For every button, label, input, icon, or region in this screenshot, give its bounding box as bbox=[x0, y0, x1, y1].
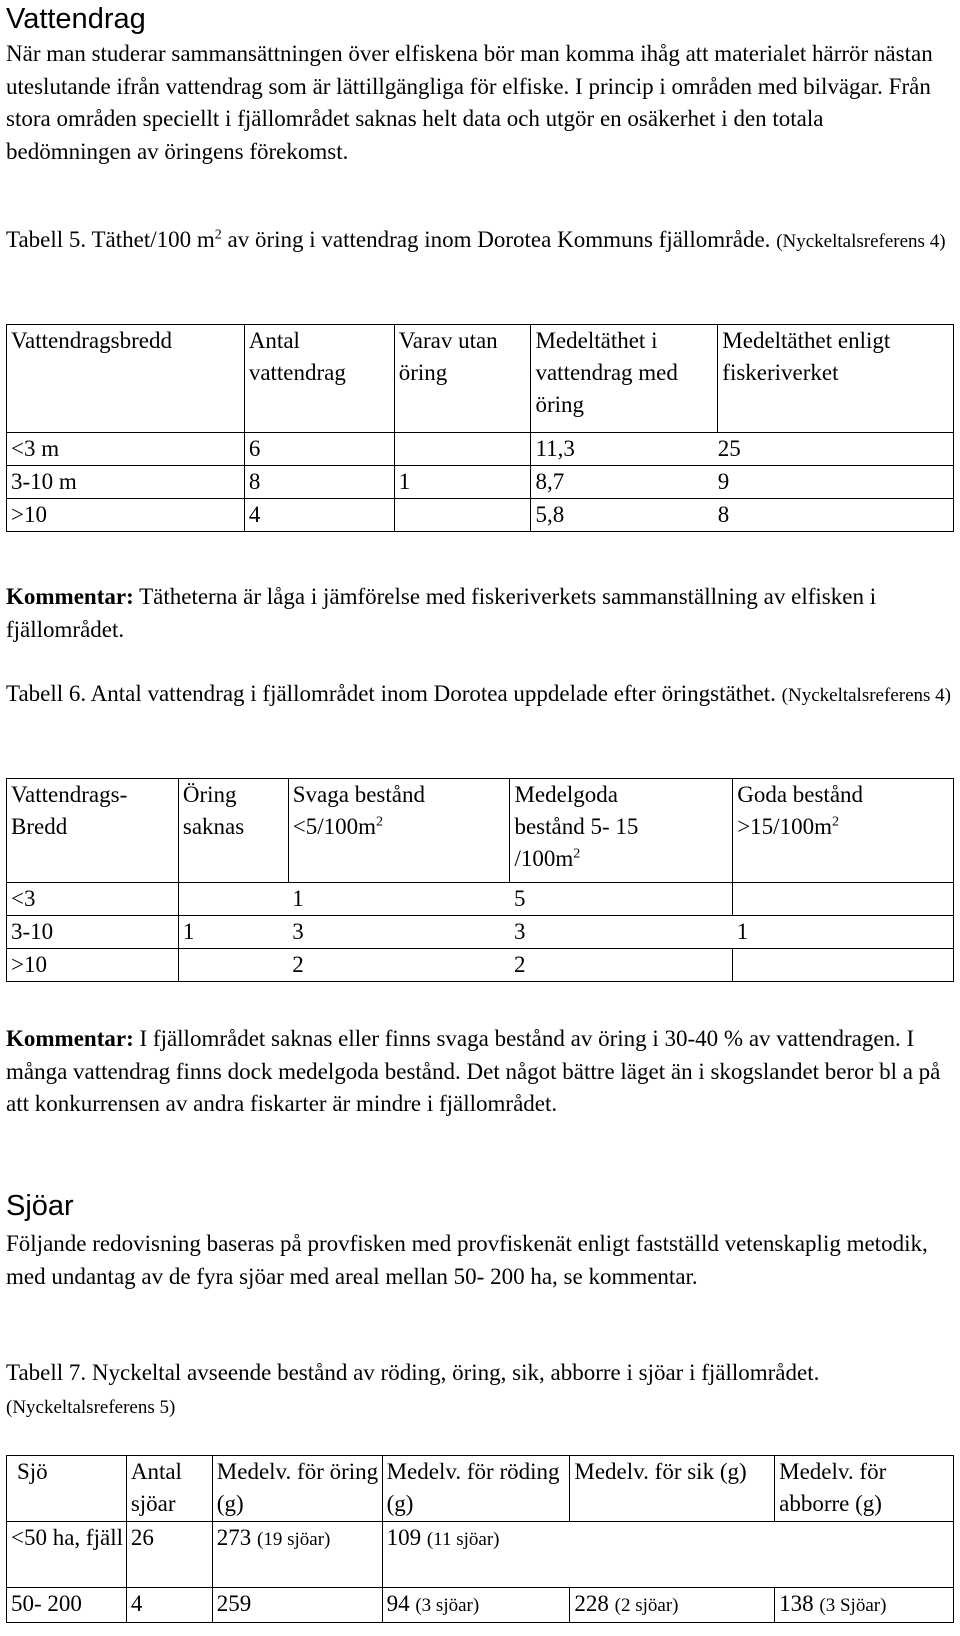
table-cell bbox=[178, 949, 288, 982]
table-cell: 5,8 bbox=[531, 499, 718, 532]
table-cell bbox=[570, 1522, 775, 1588]
table-cell bbox=[394, 499, 531, 532]
table-header-cell: Antal sjöar bbox=[126, 1456, 212, 1522]
table-header-cell: Antal vattendrag bbox=[244, 325, 394, 433]
comment-text: Tätheterna är låga i jämförelse med fiskeriverkets sammanställning av elfisken i fjällområdet. bbox=[6, 584, 877, 642]
table-header-cell: Medelv. för öring (g) bbox=[212, 1456, 382, 1522]
table7-caption bbox=[6, 1357, 954, 1424]
table-cell: 3-10 bbox=[7, 916, 179, 949]
intro-paragraph-sjoar: Följande redovisning baseras på provfisken med provfiskenät enligt fastställd vetenskaplig metodik, med undantag av de fyra sjöar med areal mellan 50- 200 ha, se kommentar. bbox=[6, 1231, 928, 1289]
table-row bbox=[7, 466, 954, 499]
table-cell: <3 bbox=[7, 883, 179, 916]
table-row bbox=[7, 1588, 954, 1623]
table-cell: 8 bbox=[718, 499, 954, 532]
table-header-cell: Medelgoda bestånd 5- 15 $/100m^2$ bbox=[510, 779, 733, 883]
table-cell: >10 bbox=[7, 949, 179, 982]
comment-label: Kommentar: bbox=[6, 1026, 134, 1051]
table-cell: 3 bbox=[510, 916, 733, 949]
table-cell: 94 (3 sjöar) bbox=[382, 1588, 570, 1623]
table-cell: 3 bbox=[288, 916, 510, 949]
table7-caption-main: Tabell 7. Nyckeltal avseende bestånd av röding, öring, sik, abborre i sjöar i fjällområdet. bbox=[6, 1360, 820, 1385]
table-cell: <3 m bbox=[7, 433, 245, 466]
table5-caption-a: Tabell 5. Täthet/100 m bbox=[6, 227, 215, 252]
table-cell: 273 (19 sjöar) bbox=[212, 1522, 382, 1588]
table6-caption-ref: (Nyckeltalsreferens 4) bbox=[781, 685, 951, 706]
table6-comment bbox=[6, 1023, 954, 1121]
table-cell: 50- 200 bbox=[7, 1588, 127, 1623]
table-cell: <50 ha, fjäll bbox=[7, 1522, 127, 1588]
table-cell bbox=[178, 883, 288, 916]
table-header-cell: Medelv. för abborre (g) bbox=[775, 1456, 954, 1522]
table-cell: 11,3 bbox=[531, 433, 718, 466]
table-cell: 5 bbox=[510, 883, 733, 916]
table-header-cell: Vattendragsbredd bbox=[7, 325, 245, 433]
table7-caption-ref: (Nyckeltalsreferens 5) bbox=[6, 1396, 176, 1418]
table5-caption-ref: (Nyckeltalsreferens 4) bbox=[776, 231, 946, 252]
table5-caption bbox=[6, 224, 954, 259]
table-header-cell: Medeltäthet i vattendrag med öring bbox=[531, 325, 718, 433]
table6 bbox=[6, 778, 954, 982]
table-row bbox=[7, 1522, 954, 1588]
table-cell: 2 bbox=[510, 949, 733, 982]
intro-paragraph-vattendrag: När man studerar sammansättningen över elfiskena bör man komma ihåg att materialet härrör nästan uteslutande ifrån vattendrag som är lättillgängliga för elfiske. I princip i områden med bilvägar. Från stora områden speciellt i fjällområdet saknas helt data och utgör en osäkerhet i den totala bedömningen av öringens förekomst. bbox=[6, 41, 933, 164]
table5-comment bbox=[6, 581, 954, 646]
table-cell bbox=[733, 949, 954, 982]
table-header-cell: Goda bestånd $>15/100m^2$ bbox=[733, 779, 954, 883]
table5 bbox=[6, 324, 954, 532]
comment-label: Kommentar: bbox=[6, 584, 134, 609]
table-cell: 1 bbox=[394, 466, 531, 499]
table5-caption-sup: 2 bbox=[214, 227, 222, 243]
table-cell: 259 bbox=[212, 1588, 382, 1623]
table6-caption bbox=[6, 678, 954, 713]
table-cell bbox=[394, 433, 531, 466]
table-cell: >10 bbox=[7, 499, 245, 532]
table-header-cell: Svaga bestånd $<5/100m^2$ bbox=[288, 779, 510, 883]
comment-text: I fjällområdet saknas eller finns svaga bestånd av öring i 30-40 % av vattendragen. I många vattendrag finns dock medelgoda bestånd. Det något bättre läget än i skogslandet beror bl a på att konkurrensen av andra fiskarter är mindre i fjällområdet. bbox=[6, 1026, 941, 1117]
table-cell bbox=[733, 883, 954, 916]
table5-caption-b: av öring i vattendrag inom Dorotea Kommuns fjällområde. bbox=[221, 227, 771, 252]
table-row bbox=[7, 916, 954, 949]
table-row bbox=[7, 499, 954, 532]
table-header-cell: Medelv. för röding (g) bbox=[382, 1456, 570, 1522]
table-cell: 228 (2 sjöar) bbox=[570, 1588, 775, 1623]
table-cell: 25 bbox=[718, 433, 954, 466]
table-row bbox=[7, 433, 954, 466]
table-row bbox=[7, 883, 954, 916]
table-cell: 9 bbox=[718, 466, 954, 499]
table-header-cell: Sjö bbox=[7, 1456, 127, 1522]
table-cell: 4 bbox=[244, 499, 394, 532]
table-cell: 1 bbox=[288, 883, 510, 916]
table-cell: 4 bbox=[126, 1588, 212, 1623]
table-cell: 109 (11 sjöar) bbox=[382, 1522, 570, 1588]
table-cell: 8 bbox=[244, 466, 394, 499]
table-row bbox=[7, 949, 954, 982]
table-cell: 1 bbox=[733, 916, 954, 949]
table-cell bbox=[775, 1522, 954, 1588]
table-cell: 2 bbox=[288, 949, 510, 982]
table-header-cell: Varav utan öring bbox=[394, 325, 531, 433]
table7 bbox=[6, 1455, 954, 1623]
table-header-row bbox=[7, 1456, 954, 1522]
table-header-row bbox=[7, 779, 954, 883]
table-cell: 3-10 m bbox=[7, 466, 245, 499]
table6-caption-main: Tabell 6. Antal vattendrag i fjällområdet inom Dorotea uppdelade efter öringstäthet. bbox=[6, 681, 776, 706]
table-header-cell: Medelv. för sik (g) bbox=[570, 1456, 775, 1522]
table-header-cell: Medeltäthet enligt fiskeriverket bbox=[718, 325, 954, 433]
table-cell: 26 bbox=[126, 1522, 212, 1588]
table-cell: 6 bbox=[244, 433, 394, 466]
table-header-cell: Vattendrags- Bredd bbox=[7, 779, 179, 883]
table-header-row bbox=[7, 325, 954, 433]
table-cell: 1 bbox=[178, 916, 288, 949]
table-cell: 138 (3 Sjöar) bbox=[775, 1588, 954, 1623]
table-cell: 8,7 bbox=[531, 466, 718, 499]
table-header-cell: Öring saknas bbox=[178, 779, 288, 883]
section-heading-vattendrag: Vattendrag bbox=[6, 3, 146, 35]
section-heading-sjoar: Sjöar bbox=[6, 1190, 74, 1222]
